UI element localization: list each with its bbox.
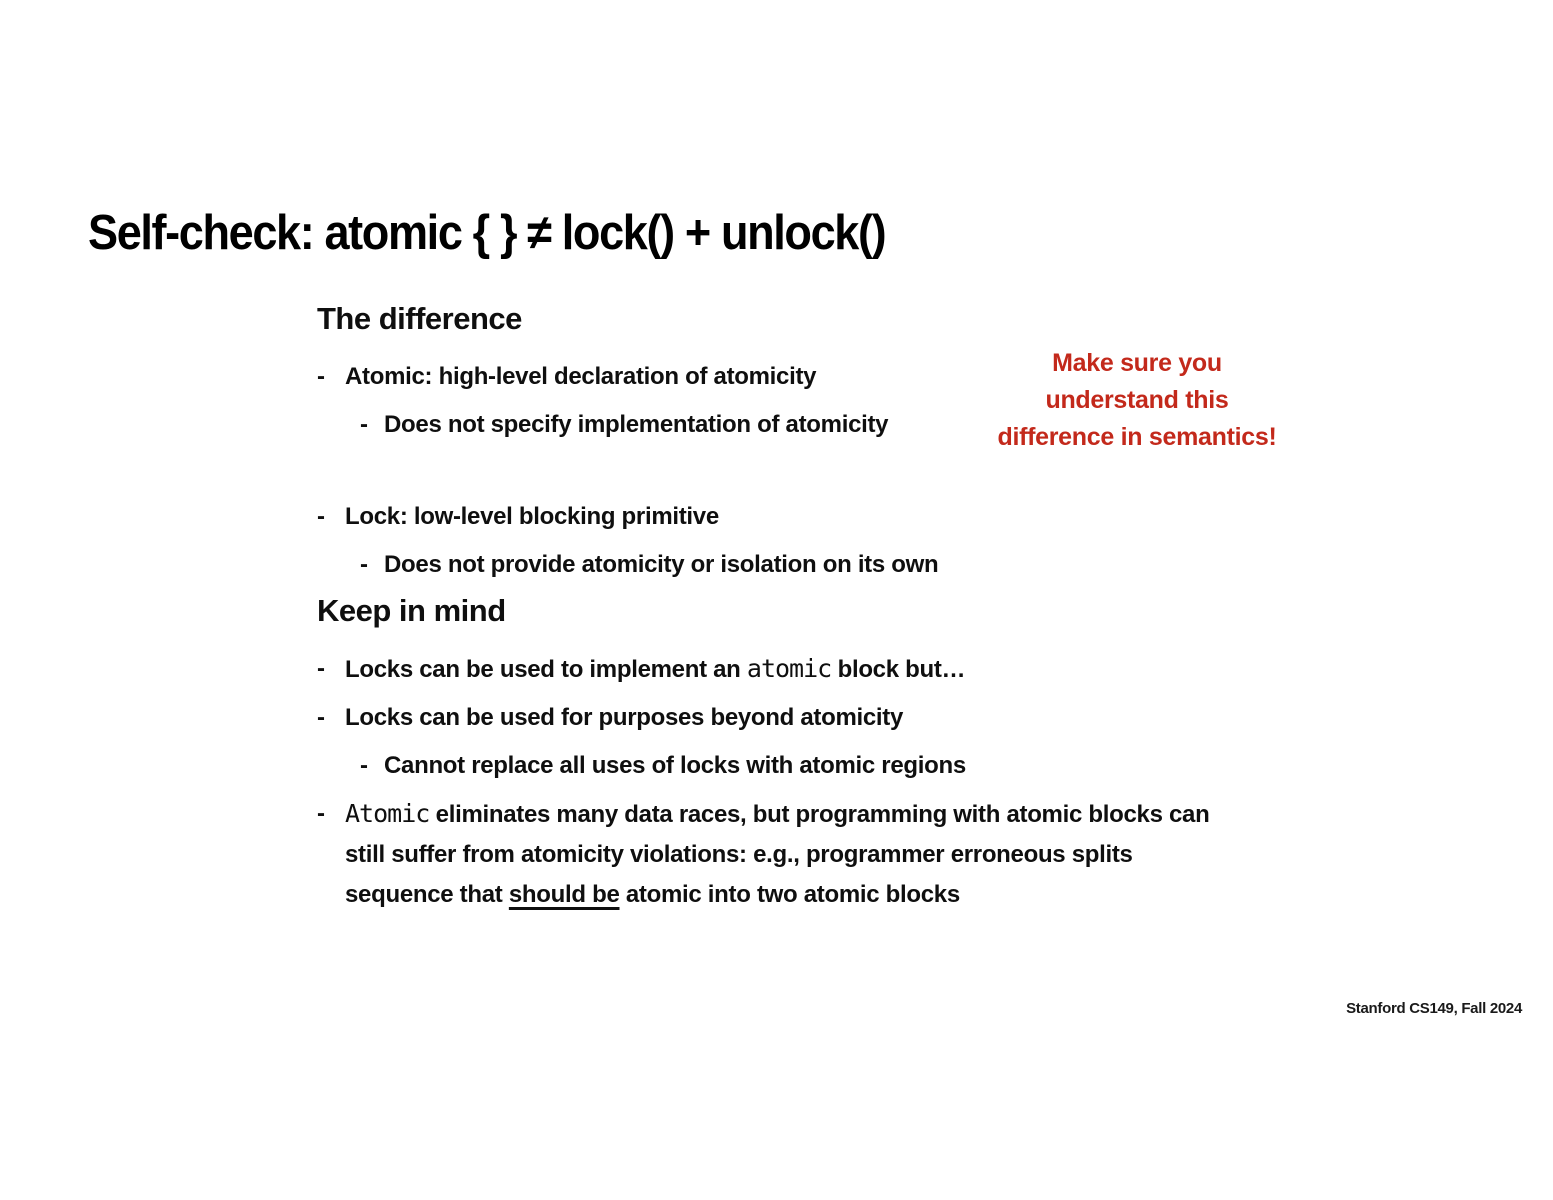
bullet-item [317,357,1247,397]
dash-marker: - [360,752,368,779]
bullet-text [384,405,1247,445]
text-run: block but… [831,656,966,683]
dash-marker: - [317,503,325,530]
bullet-item [317,698,1247,738]
text-run: Locks can be used for purposes beyond atomicity [345,704,904,731]
dash-marker: - [360,411,368,438]
dash-marker: - [317,800,325,827]
bullet-text [345,357,1247,397]
text-run: Locks can be used to implement an [345,656,747,683]
slide-title: Self-check: atomic { } ≠ lock() + unlock() [88,206,886,260]
dash-marker: - [360,551,368,578]
slide-footer: Stanford CS149, Fall 2024 [1346,1000,1522,1017]
code-run: atomic [746,654,832,683]
section-heading: Keep in mind [317,593,506,628]
bullet-item [317,545,1247,585]
section-heading: The difference [317,301,522,336]
text-run: Cannot replace all uses of locks with atomic regions [384,752,966,779]
callout-note-line: Make sure you [1052,349,1222,377]
dash-marker: - [317,363,325,390]
code-run: Atomic [345,799,430,828]
text-run: Does not provide atomicity or isolation on its own [384,551,939,578]
callout-note-line: difference in semantics! [997,423,1277,451]
bullet-text [384,746,1247,786]
callout-note-line: understand this [1045,386,1229,414]
bullet-item [317,649,1247,690]
text-run: Atomic: high-level declaration of atomicity [345,363,817,390]
underlined-run: should be [508,881,620,908]
dash-marker: - [317,655,325,682]
text-run: Does not specify implementation of atomicity [384,411,889,438]
bullet-item [317,497,1247,537]
bullet-item [317,746,1247,786]
bullet-text [345,794,1232,915]
bullet-text [345,497,1247,537]
bullet-text [345,698,1247,738]
text-run: atomic into two atomic blocks [619,881,960,908]
dash-marker: - [317,704,325,731]
bullet-item [317,794,1232,915]
bullet-item [317,405,1247,445]
slide-body [317,295,1247,923]
text-run: Lock: low-level blocking primitive [345,503,719,530]
bullet-text [345,649,1247,690]
bullet-text [384,545,1247,585]
text-run: eliminates many data races, but programming with atomic blocks can still suffer from atomicity violations: e.g., programmer erroneous splits sequence that [345,801,1210,908]
